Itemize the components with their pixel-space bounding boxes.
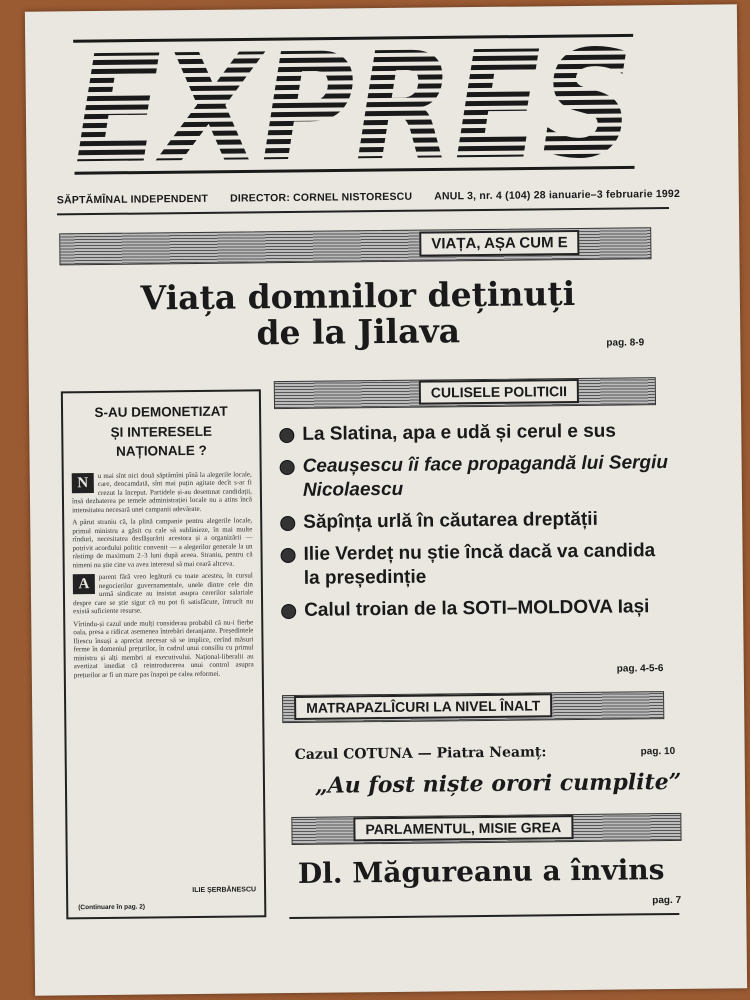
issue-date: ANUL 3, nr. 4 (104) 28 ianuarie–3 februarie 1992 xyxy=(434,187,681,203)
list-item[interactable] xyxy=(280,451,670,503)
list-item[interactable] xyxy=(279,419,669,447)
director-credit: DIRECTOR: CORNEL NISTORESCU xyxy=(229,190,413,205)
editorial-text: A părut straniu că, la plină campanie pentru alegerile locale, primul ministru a găsit cu cale să sublinieze, în mai multe rînduri, necesitatea desfășurării acestora și a organizării — potrivit acordului politic convenit — a alegerilor generale la un răstimp de maximum 2–3 luni după aceea. Straniu, pentru că nimeni nu știe cine va avea interesul să mai ceară altceva. xyxy=(72,516,253,569)
issue-info-line xyxy=(56,187,681,207)
list-item-text: La Slatina, apa e udă și cerul e sus xyxy=(302,420,617,445)
section-kicker-politics: CULISELE POLITICII xyxy=(419,379,579,405)
editorial-title-line1: S-AU DEMONETIZAT xyxy=(94,403,228,421)
tagline: SĂPTĂMÎNAL INDEPENDENT xyxy=(56,192,209,207)
page-ref: pag. 10 xyxy=(640,745,676,758)
divider xyxy=(289,913,679,919)
newspaper-front-page xyxy=(25,4,747,995)
editorial-text: u mai sînt nici două săptămîni pînă la alegerile locale, care, deocamdată, sînt mai puțin agitate decît s-ar fi crezut la început. Partidele și-au desemnat candidații, însă dezbaterea pe temele administrației locale nu a atins încă intensitatea necesară unei campanii adevărate. xyxy=(71,470,253,514)
list-item-text: Săpînța urlă în căutarea dreptății xyxy=(303,508,598,533)
bullet-icon xyxy=(279,428,294,443)
masthead-logo xyxy=(63,27,644,178)
editorial-paragraph xyxy=(73,618,254,679)
drop-cap: N xyxy=(72,473,94,493)
list-item[interactable] xyxy=(281,595,671,623)
list-item-text: Ceaușescu îi face propagandă lui Sergiu Nicolaescu xyxy=(302,452,669,501)
list-item-text: Calul troian de la SOTI–MOLDOVA Iași xyxy=(304,596,650,621)
masthead-logo-graphic xyxy=(63,27,644,178)
editorial-signature: ILIE ȘERBĂNESCU xyxy=(192,886,257,895)
list-item[interactable] xyxy=(280,507,670,535)
section-kicker-matrapazlicuri: MATRAPAZLÎCURI LA NIVEL ÎNALT xyxy=(294,693,552,720)
drop-cap: A xyxy=(73,574,95,594)
quote-headline[interactable]: „Au fost niște orori cumplite” xyxy=(314,768,682,799)
case-title[interactable]: Cazul COTUNA — Piatra Neamț: xyxy=(294,744,547,763)
bullet-icon xyxy=(280,460,295,475)
divider xyxy=(57,207,669,215)
bullet-icon xyxy=(280,548,295,563)
editorial-text: parent fără vreo legătură cu toate acestea, în cursul negocierilor guvernamentale, unele dintre cele din urmă sindicate au insistat asupra cererilor salariale despre care se știe sigur că nu pot fi satisfăcute, întrucît nu există suficiente resurse. xyxy=(73,571,254,616)
page-ref: pag. 4-5-6 xyxy=(616,663,664,675)
main-headline[interactable] xyxy=(68,275,649,354)
list-item-text: Ilie Verdeț nu știe încă dacă va candida la președinție xyxy=(303,540,656,589)
politics-headline-list xyxy=(279,419,671,631)
main-headline-line2: de la Jilava xyxy=(256,311,461,353)
page-ref: pag. 7 xyxy=(652,894,682,907)
continued-note[interactable]: (Continuare în pag. 2) xyxy=(78,903,146,912)
bullet-icon xyxy=(281,604,296,619)
parlament-headline[interactable]: Dl. Măgureanu a învins xyxy=(297,853,665,890)
editorial-column xyxy=(61,389,267,919)
section-kicker-parlament: PARLAMENTUL, MISIE GREA xyxy=(353,815,573,841)
editorial-title-line2: ȘI INTERESELE NAȚIONALE ? xyxy=(110,423,212,459)
bullet-icon xyxy=(280,516,295,531)
page-ref: pag. 8-9 xyxy=(606,337,645,349)
editorial-text: Vîrtindu-și cazul unde mulți considerau probabil că nu-i fierbe oala, presa a ridicat asemenea întrebări deranjante. Președintele Iliescu însuși a apreciat necesar să se implice, cerînd măsuri ferme în domeniul prețurilor, în cadrul unui consiliu cu primul ministru și alți membri ai executivului. Național-liberalii au avertizat imediat că reintroducerea unui control asupra prețurilor ar fi un mare pas înapoi pe calea reformei. xyxy=(73,618,254,679)
section-kicker-viata: VIAȚA, AȘA CUM E xyxy=(419,230,580,257)
main-headline-line1: Viața domnilor deținuți xyxy=(140,274,576,318)
editorial-title[interactable] xyxy=(71,401,252,462)
editorial-paragraph xyxy=(73,572,253,616)
editorial-paragraph xyxy=(72,470,252,514)
editorial-paragraph xyxy=(72,517,253,570)
list-item[interactable] xyxy=(280,539,670,591)
